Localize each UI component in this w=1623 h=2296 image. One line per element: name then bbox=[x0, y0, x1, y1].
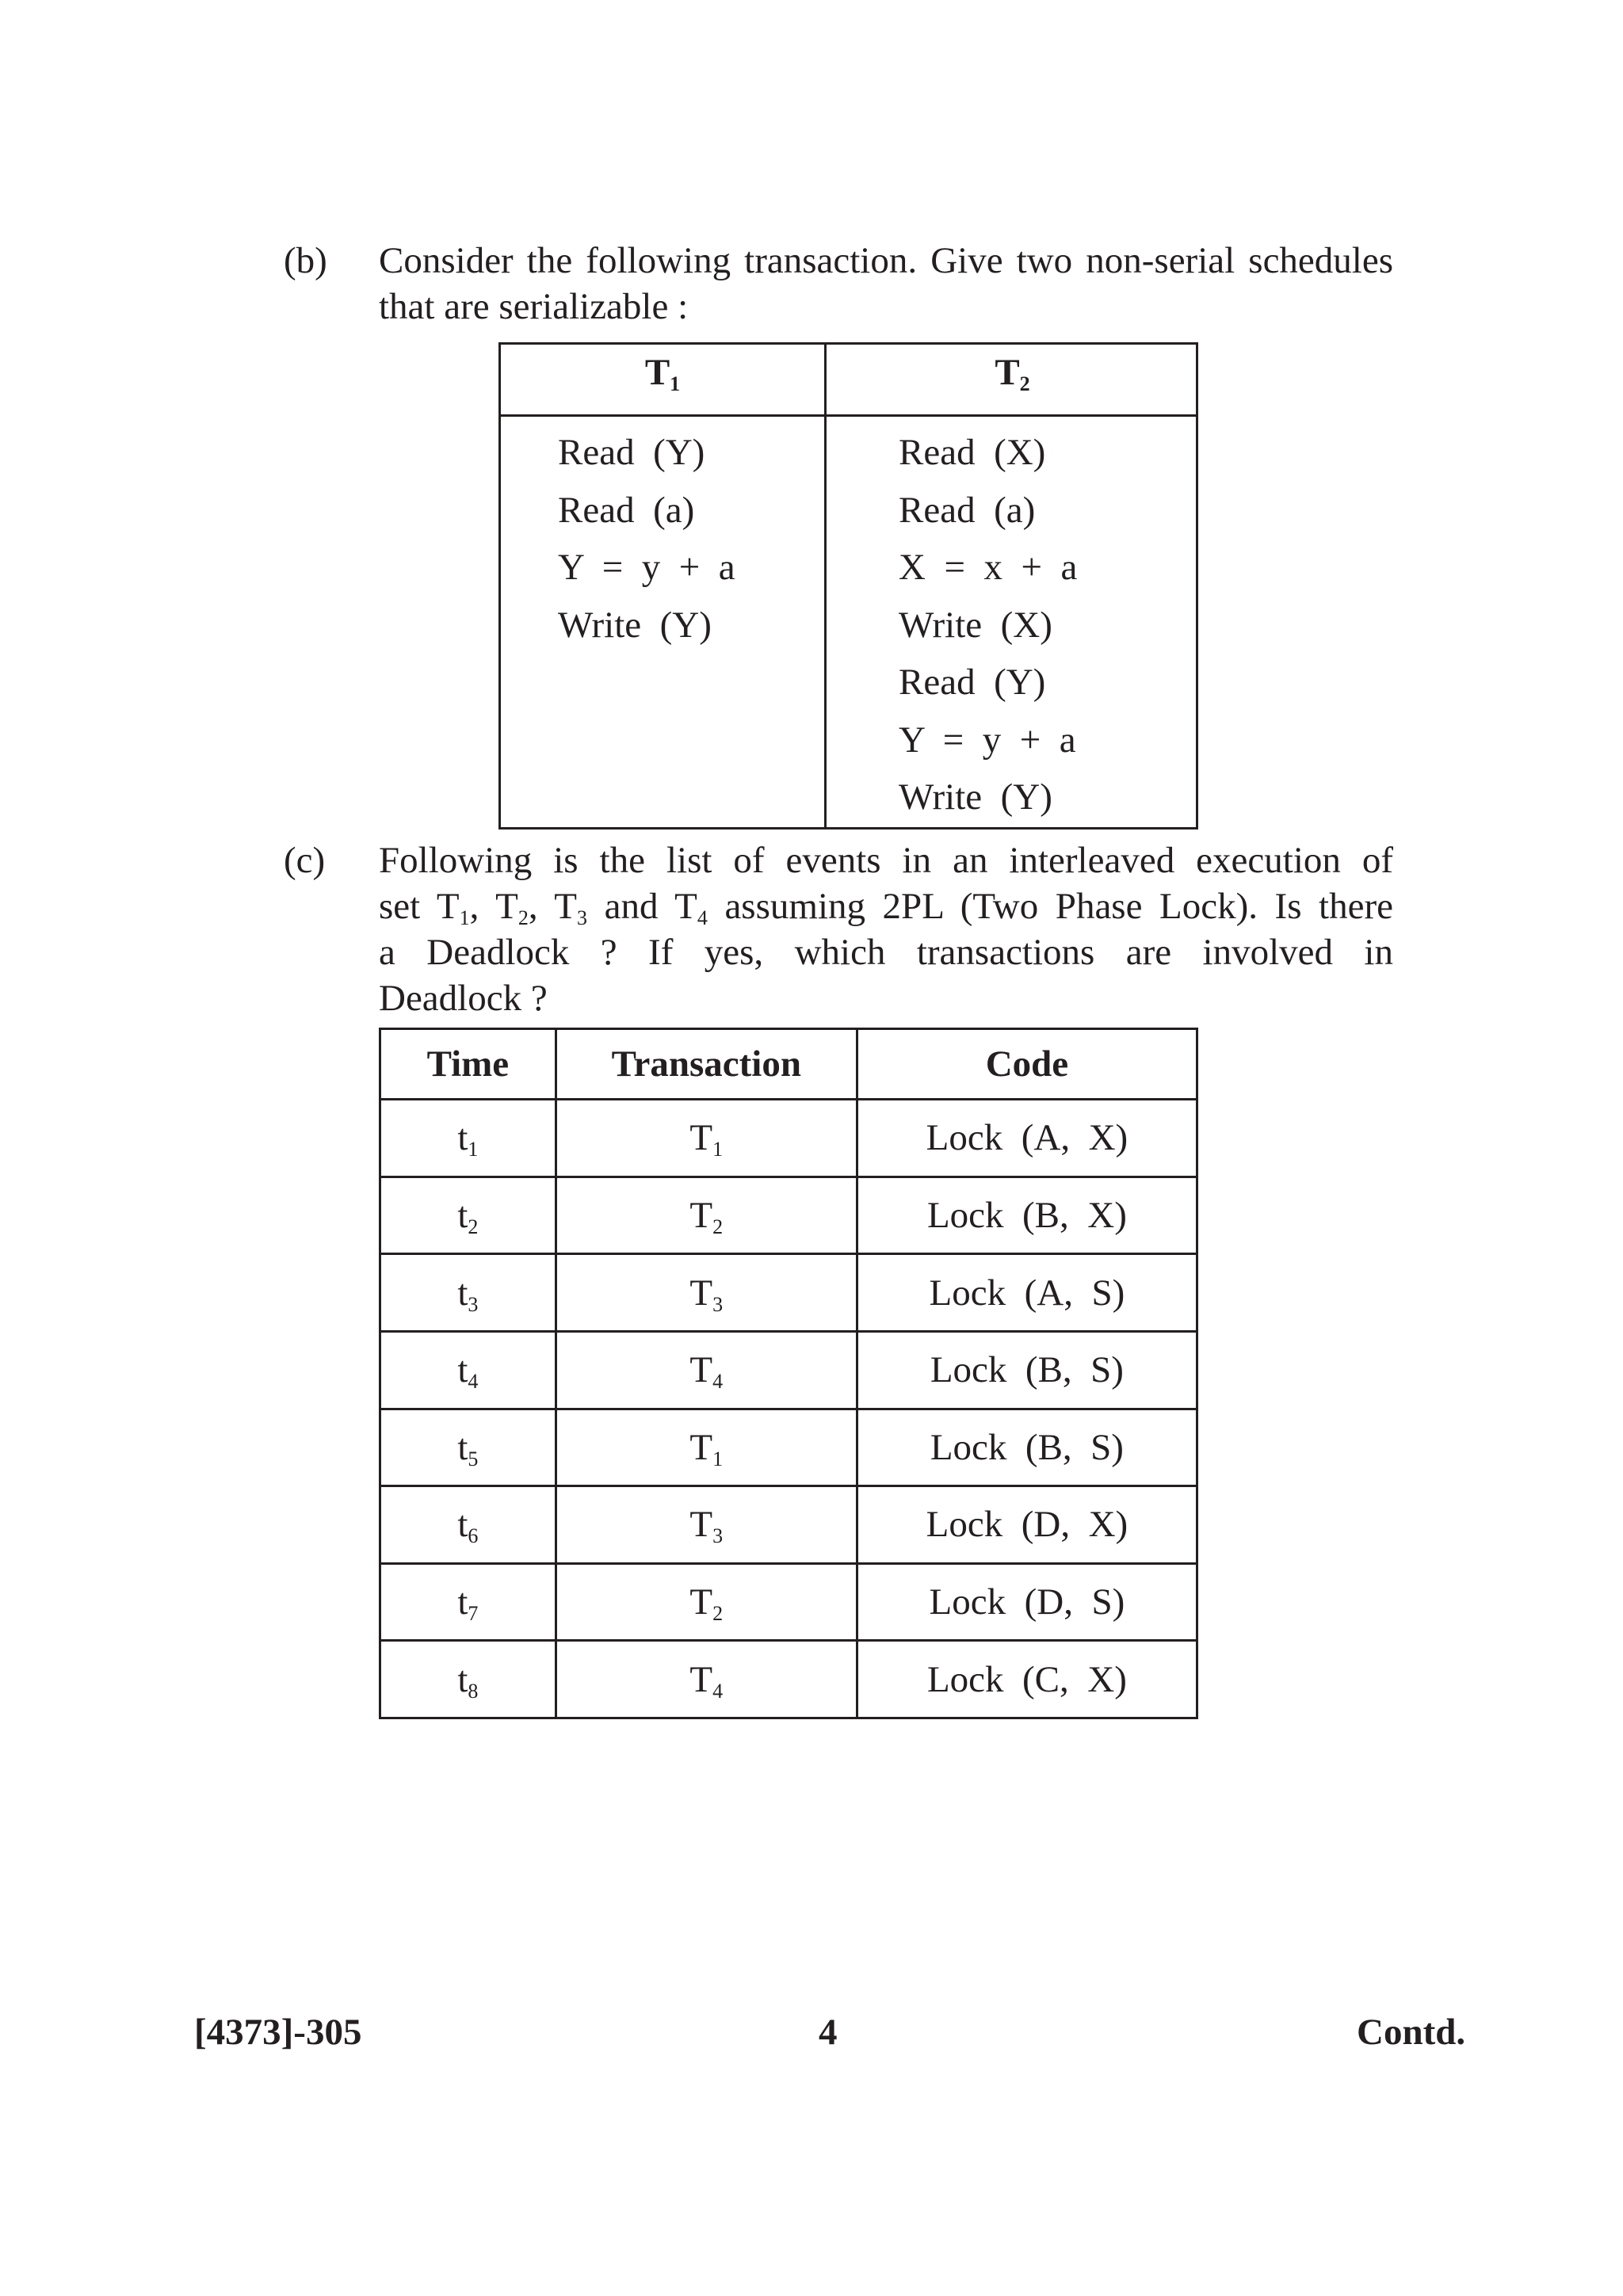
header-code: Code bbox=[857, 1029, 1197, 1100]
transaction-cell: $T_4$ bbox=[556, 1331, 857, 1409]
t1-op: Read (a) bbox=[558, 489, 695, 531]
header-transaction: Transaction bbox=[556, 1029, 857, 1100]
question-c-line-1: Following is the list of events in an interleaved execution of bbox=[379, 840, 1393, 881]
time-cell: $t_6$ bbox=[380, 1486, 556, 1564]
transaction-cell: $T_2$ bbox=[556, 1177, 857, 1254]
transaction-cell: $T_4$ bbox=[556, 1641, 857, 1718]
time-cell: $t_3$ bbox=[380, 1254, 556, 1332]
t1-operations bbox=[558, 424, 735, 654]
table-row bbox=[380, 1409, 1197, 1486]
question-c-label: (c) bbox=[284, 840, 326, 881]
code-cell: Lock (A, X) bbox=[857, 1100, 1197, 1177]
t2-op: Y = y + a bbox=[899, 719, 1076, 761]
table-row bbox=[380, 1254, 1197, 1332]
table-row bbox=[380, 1563, 1197, 1641]
question-b-text bbox=[379, 238, 1393, 330]
transaction-cell: $T_1$ bbox=[556, 1409, 857, 1486]
t1-op: Read (Y) bbox=[558, 432, 705, 473]
code-cell: Lock (B, S) bbox=[857, 1331, 1197, 1409]
page-number: 4 bbox=[819, 2012, 838, 2053]
t2-op: Write (X) bbox=[899, 604, 1052, 646]
t2-operations bbox=[899, 424, 1077, 826]
question-b-label: (b) bbox=[284, 240, 327, 281]
question-b-line-1: Consider the following transaction. Give two non-serial schedules bbox=[379, 240, 1393, 281]
transaction-cell: $T_1$ bbox=[556, 1100, 857, 1177]
header-t1: $T_1$ bbox=[644, 352, 681, 395]
t2-op: Read (Y) bbox=[899, 662, 1046, 703]
question-c-line-4: Deadlock ? bbox=[379, 978, 548, 1019]
t1-op: Write (Y) bbox=[558, 604, 712, 646]
table-row bbox=[380, 1331, 1197, 1409]
time-cell: $t_5$ bbox=[380, 1409, 556, 1486]
t2-op: X = x + a bbox=[899, 547, 1078, 588]
t1-op: Y = y + a bbox=[558, 547, 735, 588]
question-b-line-2: that are serializable : bbox=[379, 286, 689, 327]
table-row bbox=[380, 1641, 1197, 1718]
header-t2: $T_2$ bbox=[995, 352, 1030, 395]
code-cell: Lock (D, S) bbox=[857, 1563, 1197, 1641]
question-c-text bbox=[379, 837, 1393, 1021]
transaction-cell: $T_2$ bbox=[556, 1563, 857, 1641]
question-c-line-2: set $T_1$, $T_2$, $T_3$ and $T_4$ assuming 2PL (Two Phase Lock). Is there bbox=[379, 886, 1393, 929]
code-cell: Lock (B, X) bbox=[857, 1177, 1197, 1254]
question-c-line-3: a Deadlock ? If yes, which transactions are involved in bbox=[379, 932, 1393, 973]
continued-label: Contd. bbox=[1357, 2012, 1466, 2053]
t2-op: Read (a) bbox=[899, 489, 1036, 531]
time-cell: $t_1$ bbox=[380, 1100, 556, 1177]
events-table-header bbox=[380, 1029, 1197, 1100]
transactions-table bbox=[498, 342, 1198, 830]
code-cell: Lock (B, S) bbox=[857, 1409, 1197, 1486]
time-cell: $t_4$ bbox=[380, 1331, 556, 1409]
table-row bbox=[380, 1177, 1197, 1254]
table-row bbox=[380, 1100, 1197, 1177]
t2-op: Read (X) bbox=[899, 432, 1046, 473]
events-table bbox=[379, 1028, 1198, 1719]
code-cell: Lock (C, X) bbox=[857, 1641, 1197, 1718]
column-divider bbox=[824, 345, 827, 827]
time-cell: $t_8$ bbox=[380, 1641, 556, 1718]
transaction-cell: $T_3$ bbox=[556, 1486, 857, 1564]
code-cell: Lock (D, X) bbox=[857, 1486, 1197, 1564]
transaction-cell: $T_3$ bbox=[556, 1254, 857, 1332]
paper-code: [4373]-305 bbox=[194, 2012, 362, 2053]
code-cell: Lock (A, S) bbox=[857, 1254, 1197, 1332]
header-time: Time bbox=[380, 1029, 556, 1100]
time-cell: $t_2$ bbox=[380, 1177, 556, 1254]
table-row bbox=[380, 1486, 1197, 1564]
t2-op: Write (Y) bbox=[899, 776, 1052, 818]
time-cell: $t_7$ bbox=[380, 1563, 556, 1641]
